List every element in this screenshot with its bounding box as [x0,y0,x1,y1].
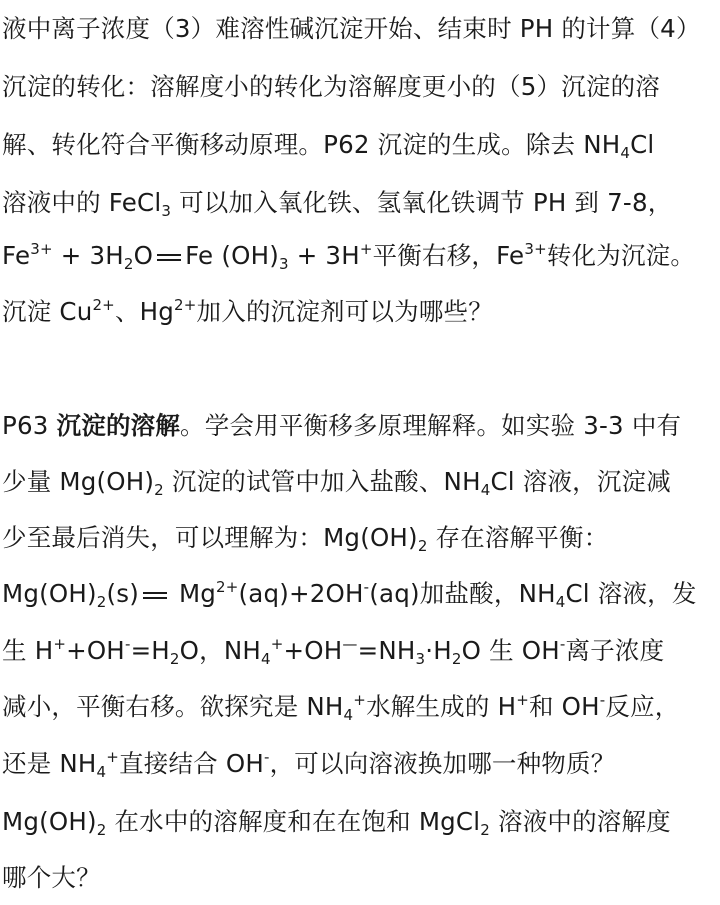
subscript: 2 [96,821,107,839]
superscript: - [559,635,566,653]
text-span: Fe (OH) [185,241,279,270]
text-line [2,466,671,498]
text-span: 少量 Mg(OH) [2,467,155,496]
subscript: 2 [480,821,490,839]
text-span: Fe [2,241,31,270]
text-span: O，NH [179,636,262,665]
text-line [2,862,101,894]
superscript: 2+ [216,578,239,596]
text-span: 沉淀的试管中加入盐酸、NH [163,467,481,496]
text-span: 。学会用平衡移多原理解释。如实验 3-3 中有 [180,411,682,440]
superscript: + [53,635,67,653]
text-span: P63 [2,411,57,440]
text-span: 直接结合 OH [119,749,264,778]
text-span: (aq)加盐酸，NH [369,579,556,608]
text-line [2,240,695,272]
subscript: 2 [169,650,180,668]
superscript: - [599,691,606,709]
text-span: Mg(OH) [2,579,97,608]
text-span: 在水中的溶解度和在在饱和 MgCl [106,807,481,836]
text-span: 加入的沉淀剂可以为哪些？ [196,297,493,326]
text-span: ·H [425,636,452,665]
text-span: ，可以向溶液换加哪一种物质？ [269,749,616,778]
text-span: 存在溶解平衡： [427,523,609,552]
text-line [2,296,493,328]
text-span: 少至最后消失，可以理解为：Mg(OH) [2,523,418,552]
text-line [2,13,701,45]
subscript: 3 [278,255,289,273]
subscript: 4 [96,763,107,781]
subscript: 2 [451,650,462,668]
subscript: 2 [96,593,107,611]
text-span: 平衡右移，Fe [372,241,525,270]
text-span: 还是 NH [2,749,97,778]
text-span: Cl 溶液，沉淀减 [490,467,671,496]
bold-heading: 沉淀的溶解 [56,411,181,440]
subscript: 2 [123,255,134,273]
subscript: 2 [417,537,428,555]
superscript: + [353,691,367,709]
subscript: 3 [415,650,426,668]
text-span: 离子浓度 [565,636,665,665]
subscript: 4 [480,481,491,499]
text-span: (s) [106,579,139,608]
superscript: 2+ [174,296,197,314]
text-line [2,635,664,667]
text-span: 、Hg [114,297,175,326]
text-line [2,578,697,610]
subscript: 4 [620,144,631,162]
text-span: 哪个大？ [2,863,101,892]
text-span: Mg [170,579,217,608]
text-span: =H [130,636,170,665]
text-span: 和 OH [528,692,600,721]
text-span: + 3H [288,241,360,270]
text-span: 液中离子浓度（3）难溶性碱沉淀开始、结束时 PH 的计算（4） [2,14,701,43]
text-span: 溶液中的 FeCl [2,188,162,217]
text-line [2,691,680,723]
text-span: 可以加入氧化铁、氢氧化铁调节 PH 到 7-8， [171,188,673,217]
text-line [2,522,608,554]
text-span: 减小，平衡右移。欲探究是 NH [2,692,344,721]
equilibrium-arrow-icon [155,252,183,262]
text-span: 水解生成的 H [366,692,517,721]
subscript: 4 [555,593,566,611]
text-line [2,410,681,442]
superscript: 3+ [524,240,547,258]
text-span: +OH [66,636,125,665]
text-span: Cl [630,130,655,159]
subscript: 4 [343,706,354,724]
text-span: O 生 OH [461,636,560,665]
text-span: O [133,241,154,270]
text-line [2,71,660,103]
superscript: - [263,748,270,766]
superscript: + [270,635,284,653]
superscript: - [363,578,370,596]
superscript: 2+ [92,296,115,314]
text-span: =NH [357,636,416,665]
text-span: 解、转化符合平衡移动原理。P62 沉淀的生成。除去 NH [2,130,621,159]
text-span: 沉淀 Cu [2,297,93,326]
equilibrium-arrow-icon [141,590,169,600]
superscript: + [516,691,529,709]
superscript: — [342,635,358,653]
text-span: +OH [283,636,343,665]
text-span: Mg(OH) [2,807,97,836]
subscript: 4 [261,650,271,668]
text-span: (aq)+2OH [238,579,364,608]
superscript: + [106,748,120,766]
text-line [2,748,615,780]
superscript: + [359,240,373,258]
text-line [2,129,654,161]
subscript: 3 [161,202,172,220]
text-span: 溶液中的溶解度 [490,807,671,836]
text-line [2,187,672,219]
text-span: + 3H [52,241,124,270]
text-span: 沉淀的转化：溶解度小的转化为溶解度更小的（5）沉淀的溶 [2,72,660,101]
text-line [2,806,671,838]
superscript: - [124,635,131,653]
text-span: 反应， [605,692,680,721]
subscript: 2 [154,481,164,499]
text-span: 转化为沉淀。 [546,241,696,270]
text-span: 生 H [2,636,54,665]
text-span: Cl 溶液，发 [565,579,697,608]
superscript: 3+ [30,240,53,258]
